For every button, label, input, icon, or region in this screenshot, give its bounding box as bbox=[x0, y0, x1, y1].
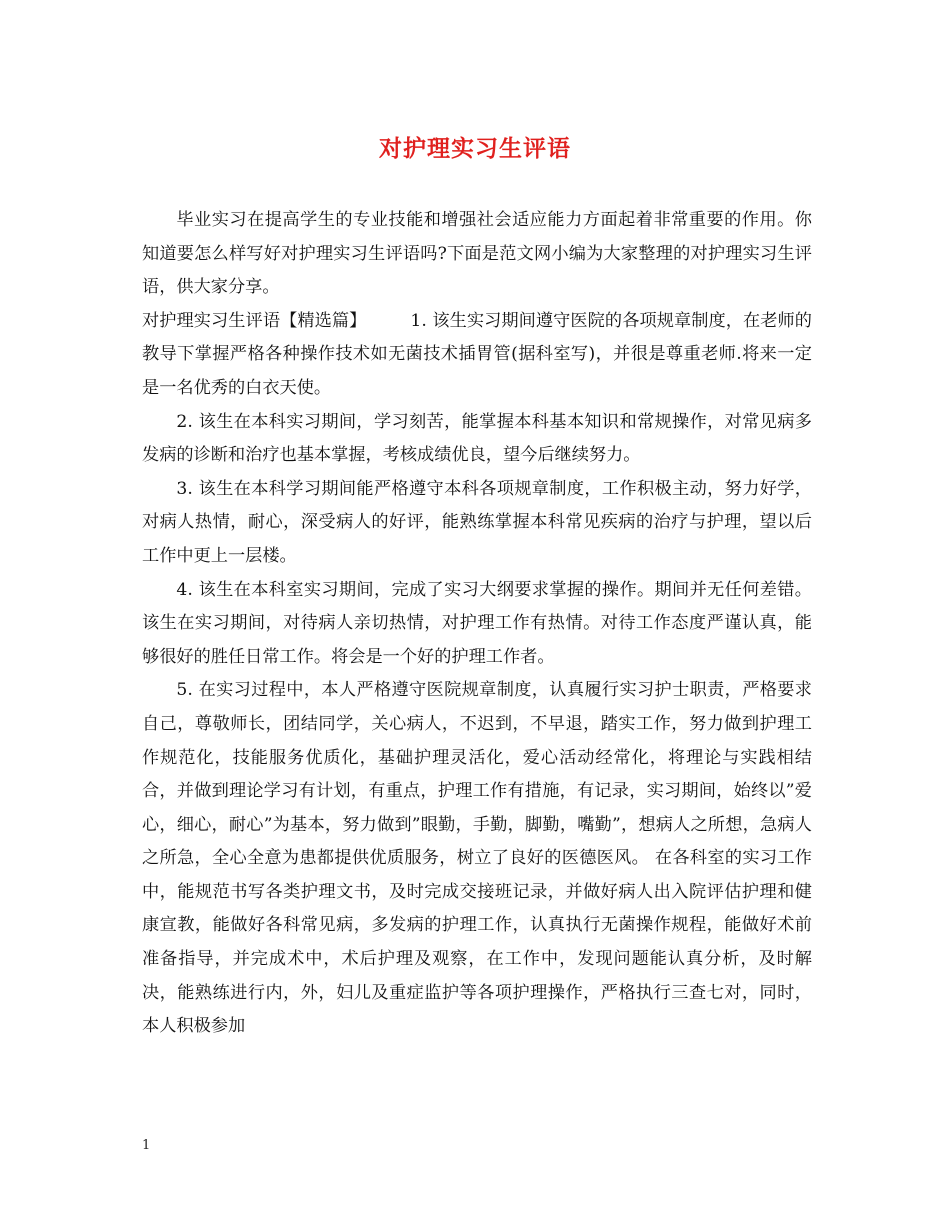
item-3: 3. 该生在本科学习期间能严格遵守本科各项规章制度，工作积极主动，努力好学，对病人热情，耐心，深受病人的好评，能熟练掌握本科常见疾病的治疗与护理，望以后工作中更上一层楼。 bbox=[142, 478, 812, 566]
section-heading: 对护理实习生评语【精选篇】 bbox=[142, 310, 367, 331]
item-1: 1. 该生实习期间遵守医院的各项规章制度，在老师的教导下掌握严格各种操作技术如无菌技术插胃管(据科室写)，并很是尊重老师.将来一定是一名优秀的白衣天使。 bbox=[142, 310, 812, 398]
page-number: 1 bbox=[142, 1138, 151, 1153]
item-5: 5. 在实习过程中，本人严格遵守医院规章制度，认真履行实习护士职责，严格要求自己，尊敬师长，团结同学，关心病人，不迟到，不早退，踏实工作，努力做到护理工作规范化，技能服务优质化，基础护理灵活化，爱心活动经常化，将理论与实践相结合，并做到理论学习有计划，有重点，护理工作有措施，有记录，实习期间，始终以”爱心，细心，耐心”为基本，努力做到”眼勤，手勤，脚勤，嘴勤”，想病人之所想，急病人之所急，全心全意为患都提供优质服务，树立了良好的医德医风。 在各科室的实习工作中，能规范书写各类护理文书，及时完成交接班记录，并做好病人出入院评估护理和健康宣教，能做好各科常见病，多发病的护理工作，认真执行无菌操作规程，能做好术前准备指导，并完成术中，术后护理及观察，在工作中，发现问题能认真分析，及时解决，能熟练进行内，外，妇儿及重症监护等各项护理操作，严格执行三查七对，同时，本人积极参加 bbox=[142, 680, 812, 1037]
section-paragraph bbox=[142, 305, 812, 406]
intro-paragraph: 毕业实习在提高学生的专业技能和增强社会适应能力方面起着非常重要的作用。你知道要怎么样写好对护理实习生评语吗?下面是范文网小编为大家整理的对护理实习生评语，供大家分享。 bbox=[142, 210, 812, 298]
document-title: 对护理实习生评语 bbox=[379, 135, 571, 162]
item-4: 4. 该生在本科室实习期间，完成了实习大纲要求掌握的操作。期间并无任何差错。该生在实习期间，对待病人亲切热情，对护理工作有热情。对待工作态度严谨认真，能够很好的胜任日常工作。将会是一个好的护理工作者。 bbox=[142, 579, 812, 667]
item-2: 2. 该生在本科实习期间，学习刻苦，能掌握本科基本知识和常规操作，对常见病多发病的诊断和治疗也基本掌握，考核成绩优良，望今后继续努力。 bbox=[142, 411, 812, 466]
document-body bbox=[142, 204, 812, 1044]
